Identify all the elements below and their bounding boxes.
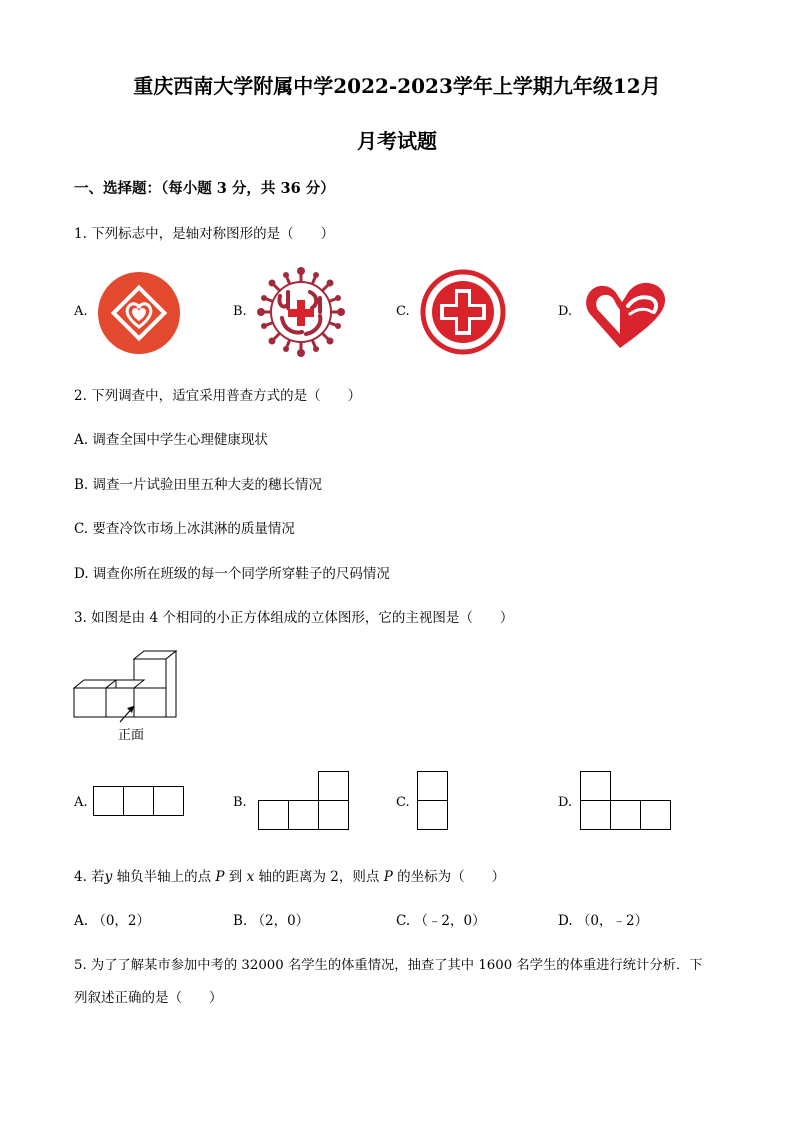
- logo-b-virus-icon: [258, 268, 344, 356]
- question-5-line-2: 列叙述正确的是（ ）: [74, 990, 223, 1006]
- q4-option-d: D. （0，﹣2）: [558, 913, 649, 929]
- q1-option-d-label: D.: [558, 304, 573, 319]
- q2-option-d: D. 调查你所在班级的每一个同学所穿鞋子的尺码情况: [74, 566, 390, 582]
- q3-option-a-figure: [93, 786, 185, 818]
- q3-option-c-figure: [417, 771, 449, 833]
- q3-option-a-label: A.: [74, 795, 88, 810]
- q2-option-c: C. 要查冷饮市场上冰淇淋的质量情况: [74, 521, 295, 537]
- question-5-line-1: 5. 为了了解某市参加中考的 32000 名学生的体重情况，抽查了其中 1600 名学生的体重进行统计分析．下: [74, 958, 703, 973]
- q4-option-b: B. （2，0）: [233, 913, 310, 929]
- q4-option-c: C. （﹣2，0）: [396, 913, 486, 929]
- q1-option-b-label: B.: [233, 304, 247, 319]
- question-3-stem: 3. 如图是由 4 个相同的小正方体组成的立体图形，它的主视图是（ ）: [74, 610, 514, 626]
- q2-option-b: B. 调查一片试验田里五种大麦的穗长情况: [74, 477, 323, 493]
- page-subtitle: 月考试题: [357, 129, 437, 153]
- q2-option-a: A. 调查全国中学生心理健康现状: [74, 432, 268, 448]
- logo-c-red-cross-icon: [420, 269, 506, 355]
- q4-var-x: x: [246, 869, 255, 885]
- q4-var-p1: P: [215, 869, 225, 885]
- q3-option-b-label: B.: [233, 795, 247, 810]
- q4-stem-mid2: 到: [224, 869, 247, 885]
- q3-option-c-label: C.: [396, 795, 410, 810]
- q4-stem-pre: 4. 若: [74, 869, 105, 885]
- q3-option-d-label: D.: [558, 795, 573, 810]
- q4-var-y: y: [104, 869, 113, 885]
- section-heading: 一、选择题：（每小题 3 分，共 36 分）: [74, 180, 335, 197]
- q4-var-p2: P: [383, 869, 393, 885]
- q3-option-b-figure: [258, 771, 350, 833]
- q3-front-label: 正面: [118, 728, 145, 743]
- page-title: 重庆西南大学附属中学2022-2023学年上学期九年级12月: [133, 74, 661, 98]
- q4-stem-mid1: 轴负半轴上的点: [112, 869, 216, 885]
- q4-stem-mid3: 轴的距离为 2，则点: [254, 869, 384, 885]
- q3-option-d-figure: [580, 771, 672, 833]
- question-2-stem: 2. 下列调查中，适宜采用普查方式的是（ ）: [74, 388, 362, 404]
- q3-cube-figure: [72, 650, 182, 722]
- q1-option-c-label: C.: [396, 304, 410, 319]
- logo-a-heart-frame-icon: [97, 271, 181, 355]
- logo-d-heart-hand-icon: [584, 276, 668, 352]
- q1-option-a-label: A.: [74, 304, 88, 319]
- question-1-stem: 1. 下列标志中，是轴对称图形的是（ ）: [74, 226, 335, 242]
- q4-stem-post: 的坐标为（ ）: [392, 869, 506, 885]
- question-4-stem: [74, 865, 505, 885]
- q4-option-a: A. （0，2）: [74, 913, 151, 929]
